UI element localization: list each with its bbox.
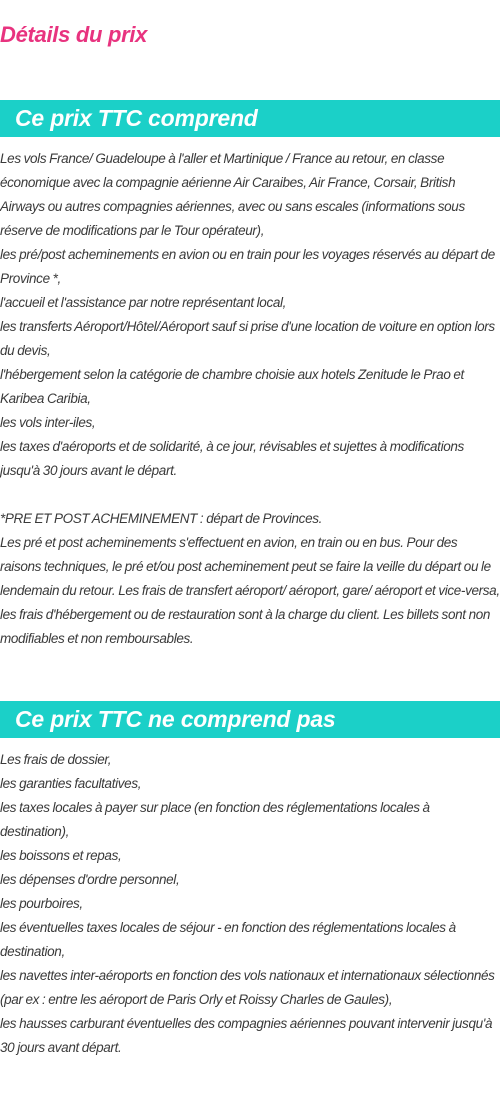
includes-item-flights: Les vols France/ Guadeloupe à l'aller et Martinique / France au retour, en classe économique avec la compagnie aérienne Air Caraibes, Air France, Corsair, British Airways ou autres compagnies aériennes, avec ou sans escales (informations sous réserve de modifications par le Tour opérateur), xyxy=(0,151,465,238)
includes-item-welcome-assistance: l'accueil et l'assistance par notre représentant local, xyxy=(0,295,287,310)
routing-note-title: *PRE ET POST ACHEMINEMENT : départ de Provinces. xyxy=(0,511,323,526)
includes-item-transfers: les transferts Aéroport/Hôtel/Aéroport sauf si prise d'une location de voiture en option lors du devis, xyxy=(0,319,495,358)
includes-list xyxy=(0,147,500,483)
includes-item-airport-taxes: les taxes d'aéroports et de solidarité, à ce jour, révisables et sujettes à modifications jusqu'à 30 jours avant le départ. xyxy=(0,439,464,478)
includes-item-pre-post-routing: les pré/post acheminements en avion ou en train pour les voyages réservés au départ de Province *, xyxy=(0,247,495,286)
routing-note xyxy=(0,507,500,651)
excludes-item-tips: les pourboires, xyxy=(0,896,83,911)
includes-item-accommodation: l'hébergement selon la catégorie de chambre choisie aux hotels Zenitude le Prao et Karibea Caribia, xyxy=(0,367,464,406)
includes-item-inter-island-flights: les vols inter-iles, xyxy=(0,415,96,430)
excludes-heading: Ce prix TTC ne comprend pas xyxy=(0,701,500,738)
excludes-item-fuel-surcharges: les hausses carburant éventuelles des compagnies aériennes pouvant intervenir jusqu'à 30 jours avant départ. xyxy=(0,1016,493,1055)
excludes-item-optional-insurance: les garanties facultatives, xyxy=(0,776,142,791)
excludes-item-airport-shuttles: les navettes inter-aéroports en fonction des vols nationaux et internationaux sélectionnés (par ex : entre les aéroport de Paris Orly et Roissy Charles de Gaules), xyxy=(0,968,495,1007)
excludes-item-booking-fees: Les frais de dossier, xyxy=(0,752,112,767)
excludes-item-personal-expenses: les dépenses d'ordre personnel, xyxy=(0,872,180,887)
page-title: Détails du prix xyxy=(0,22,148,47)
includes-heading: Ce prix TTC comprend xyxy=(0,100,500,137)
excludes-item-tourist-taxes: les éventuelles taxes locales de séjour - en fonction des réglementations locales à destination, xyxy=(0,920,456,959)
excludes-item-drinks-meals: les boissons et repas, xyxy=(0,848,122,863)
excludes-item-local-taxes: les taxes locales à payer sur place (en fonction des réglementations locales à destination), xyxy=(0,800,430,839)
routing-note-text: Les pré et post acheminements s'effectuent en avion, en train ou en bus. Pour des raisons techniques, le pré et/ou post acheminement peut se faire la veille du départ ou le lendemain du retour. Les frais de transfert aéroport/ aéroport, gare/ aéroport et vice-versa, les frais d'hébergement ou de restauration sont à la charge du client. Les billets sont non modifiables et non remboursables. xyxy=(0,535,500,646)
excludes-list xyxy=(0,748,500,1060)
